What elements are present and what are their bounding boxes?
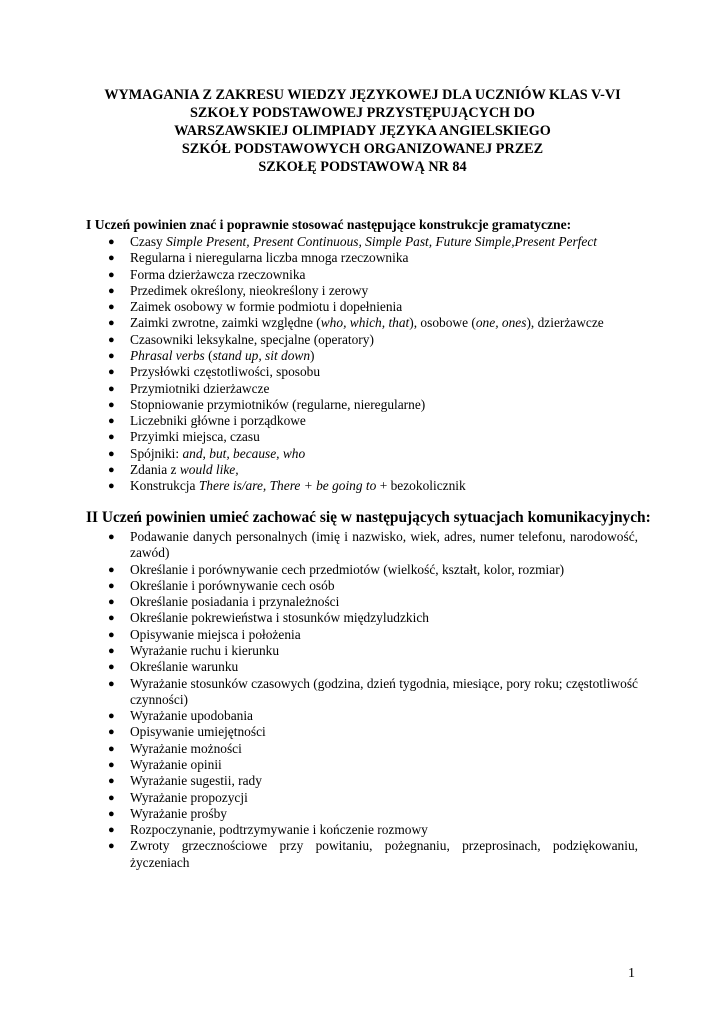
item-text: Spójniki: — [130, 445, 183, 461]
bullet-icon: ● — [108, 791, 115, 804]
item-text: Rozpoczynanie, podtrzymywanie i kończenie rozmowy — [130, 822, 428, 838]
title-line: WARSZAWSKIEJ OLIMPIADY JĘZYKA ANGIELSKIEGO — [174, 123, 551, 139]
list-item — [108, 627, 638, 643]
item-text: Liczebniki główne i porządkowe — [130, 413, 306, 429]
item-text: Wyrażanie stosunków czasowych (godzina, dzień tygodnia, miesiące, pory roku; częstotliwość czynności) — [130, 675, 638, 707]
italic-term: There is/are, There + be going to — [198, 478, 377, 494]
italic-term: Simple Present, Present Continuous, Simple Past, Future Simple,Present Perfect — [166, 234, 597, 249]
italic-term: Phrasal verbs — [130, 347, 205, 363]
list-item — [108, 724, 638, 740]
item-text: Czasowniki leksykalne, specjalne (operatory) — [130, 331, 374, 347]
list-item — [108, 806, 638, 822]
title-line: SZKOŁĘ PODSTAWOWĄ NR 84 — [258, 159, 467, 175]
document-title — [80, 86, 645, 176]
list-item — [108, 790, 638, 806]
title-line: WYMAGANIA Z ZAKRESU WIEDZY JĘZYKOWEJ DLA UCZNIÓW KLAS V-VI — [104, 87, 621, 103]
bullet-icon: ● — [108, 301, 115, 314]
bullet-icon: ● — [108, 415, 115, 428]
italic-term: stand up, sit down — [212, 347, 311, 363]
item-text: Konstrukcja — [130, 478, 199, 494]
list-item — [108, 315, 648, 331]
bullet-icon: ● — [108, 431, 115, 444]
bullet-icon: ● — [108, 349, 115, 362]
item-text: Określanie warunku — [130, 659, 239, 675]
bullet-icon: ● — [108, 775, 115, 788]
grammar-list — [108, 234, 648, 495]
item-text: Wyrażanie możności — [130, 740, 242, 756]
bullet-icon: ● — [108, 726, 115, 739]
bullet-icon: ● — [108, 644, 115, 657]
bullet-icon: ● — [108, 317, 115, 330]
bullet-icon: ● — [108, 579, 115, 592]
bullet-icon: ● — [108, 333, 115, 346]
bullet-icon: ● — [108, 742, 115, 755]
section-1-heading: I Uczeń powinien znać i poprawnie stosować następujące konstrukcje gramatyczne: — [86, 217, 572, 232]
list-item — [108, 478, 648, 494]
item-text: Stopniowanie przymiotników (regularne, nieregularne) — [130, 396, 426, 412]
list-item — [108, 594, 638, 610]
list-item — [108, 610, 638, 626]
item-text: Opisywanie miejsca i położenia — [130, 626, 301, 642]
list-item — [108, 578, 638, 594]
item-text: Zaimek osobowy w formie podmiotu i dopełnienia — [130, 299, 403, 315]
list-item — [108, 562, 638, 578]
item-text: Przedimek określony, nieokreślony i zerowy — [130, 282, 369, 298]
item-text: Wyrażanie propozycji — [130, 789, 248, 805]
item-text: Podawanie danych personalnych (imię i nazwisko, wiek, adres, numer telefonu, narodowość, zawód) — [130, 529, 638, 561]
list-item — [108, 708, 638, 724]
item-text: Czasy — [130, 234, 167, 249]
bullet-icon: ● — [108, 824, 115, 837]
item-text: ( — [204, 347, 213, 363]
item-text: Określanie posiadania i przynależności — [130, 594, 340, 610]
item-text: Przysłówki częstotliwości, sposobu — [130, 364, 321, 380]
title-line: SZKOŁY PODSTAWOWEJ PRZYSTĘPUJĄCYCH DO — [190, 105, 535, 121]
list-item — [108, 773, 638, 789]
list-item — [108, 529, 638, 562]
bullet-icon: ● — [108, 661, 115, 674]
item-text: Wyrażanie sugestii, rady — [130, 773, 262, 789]
bullet-icon: ● — [108, 807, 115, 820]
item-text: Zwroty grzecznościowe przy powitaniu, pożegnaniu, przeprosinach, podziękowaniu, życzeniach — [130, 838, 638, 870]
item-text: Wyrażanie opinii — [130, 756, 222, 772]
italic-term: who, which, that — [320, 315, 410, 331]
bullet-icon: ● — [108, 284, 115, 297]
item-text: Opisywanie umiejętności — [130, 724, 266, 740]
italic-term: one, ones — [475, 315, 527, 331]
italic-term: and, but, because, who — [182, 445, 306, 461]
list-item — [108, 838, 638, 871]
item-text: Przymiotniki dzierżawcze — [130, 380, 270, 396]
bullet-icon: ● — [108, 531, 115, 543]
page-number: 1 — [628, 966, 635, 981]
list-item — [108, 332, 648, 348]
bullet-icon: ● — [108, 268, 115, 281]
list-item — [108, 413, 648, 429]
list-item — [108, 446, 648, 462]
bullet-icon: ● — [108, 628, 115, 641]
item-text: ), osobowe ( — [409, 315, 476, 331]
item-text: Określanie pokrewieństwa i stosunków międzyludzkich — [130, 610, 429, 626]
communication-list — [108, 529, 638, 871]
bullet-icon: ● — [108, 447, 115, 460]
list-item — [108, 250, 648, 266]
list-item — [108, 659, 638, 675]
item-text: Forma dzierżawcza rzeczownika — [130, 266, 306, 282]
item-text: ) — [310, 347, 315, 363]
list-item — [108, 381, 648, 397]
item-text: Wyrażanie ruchu i kierunku — [130, 642, 280, 658]
list-item — [108, 364, 648, 380]
bullet-icon: ● — [108, 710, 115, 723]
bullet-icon: ● — [108, 596, 115, 609]
list-item — [108, 741, 638, 757]
bullet-icon: ● — [108, 758, 115, 771]
list-item — [108, 348, 648, 364]
item-text: Zaimki zwrotne, zaimki względne ( — [130, 315, 321, 331]
item-text: Przyimki miejsca, czasu — [130, 429, 260, 445]
bullet-icon: ● — [108, 382, 115, 395]
item-text: Regularna i nieregularna liczba mnoga rzeczownika — [130, 250, 409, 266]
list-item — [108, 299, 648, 315]
list-item — [108, 462, 648, 478]
bullet-icon: ● — [108, 366, 115, 379]
bullet-icon: ● — [108, 252, 115, 265]
item-text: + bezokolicznik — [376, 478, 466, 494]
list-item — [108, 676, 638, 709]
title-line: SZKÓŁ PODSTAWOWYCH ORGANIZOWANEJ PRZEZ — [181, 141, 544, 157]
list-item — [108, 234, 648, 250]
section-2-heading: II Uczeń powinien umieć zachować się w następujących sytuacjach komunikacyjnych: — [86, 509, 651, 526]
italic-term: would like, — [179, 461, 239, 477]
bullet-icon: ● — [108, 840, 115, 853]
list-item — [108, 757, 638, 773]
item-text: Wyrażanie prośby — [130, 805, 227, 821]
list-item — [108, 429, 648, 445]
list-item — [108, 397, 648, 413]
item-text: Określanie i porównywanie cech osób — [130, 577, 335, 593]
list-item — [108, 822, 638, 838]
bullet-icon: ● — [108, 563, 115, 576]
bullet-icon: ● — [108, 463, 115, 476]
list-item — [108, 267, 648, 283]
bullet-icon: ● — [108, 236, 115, 248]
item-text: ), dzierżawcze — [526, 315, 604, 331]
item-text: Zdania z — [130, 461, 180, 477]
item-text: Określanie i porównywanie cech przedmiotów (wielkość, kształt, kolor, rozmiar) — [130, 561, 565, 577]
list-item — [108, 283, 648, 299]
bullet-icon: ● — [108, 480, 115, 493]
bullet-icon: ● — [108, 677, 115, 690]
bullet-icon: ● — [108, 612, 115, 625]
bullet-icon: ● — [108, 398, 115, 411]
item-text: Wyrażanie upodobania — [130, 708, 253, 724]
list-item — [108, 643, 638, 659]
